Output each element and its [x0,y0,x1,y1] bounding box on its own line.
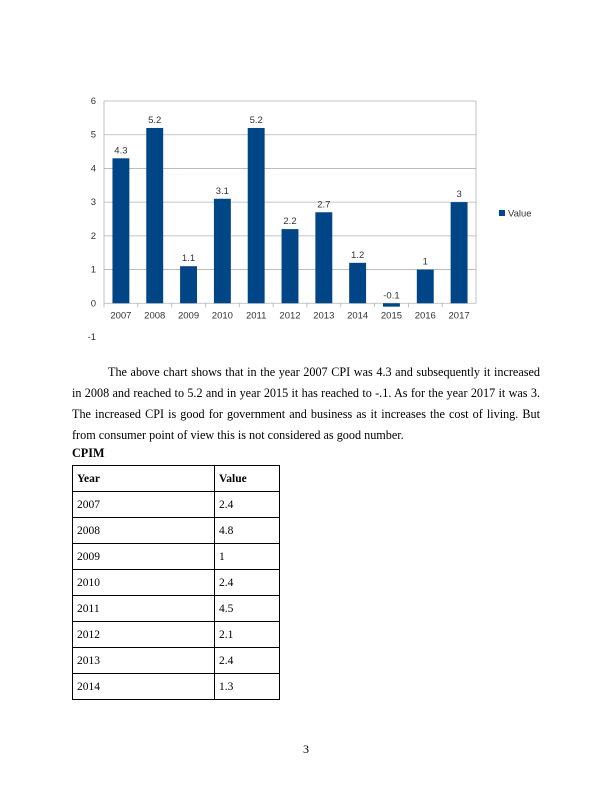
y-tick-label: 4 [90,163,96,175]
year-cell: 2008 [73,518,215,544]
data-label: 5.2 [148,114,162,126]
data-label: 5.2 [249,114,263,126]
x-tick-label: 2017 [448,310,470,322]
table-row [73,518,280,544]
chart-description-paragraph: The above chart shows that in the year 2007 CPI was 4.3 and subsequently it increased in 2008 and reached to 5.2 and in year 2015 it has reached to -.1. As for the year 2017 it was 3. The increased CPI is good for government and business as it increases the cost of living. But from consumer point of view this is not considered as good number. [72,365,540,442]
value-cell: 2.1 [215,622,280,648]
data-label: -0.1 [383,290,400,302]
table-row [73,492,280,518]
x-tick-label: 2007 [110,310,132,322]
x-tick-label: 2009 [177,310,200,322]
bar [112,158,129,303]
page-number: 3 [303,742,309,756]
x-tick-label: 2011 [245,310,267,322]
x-tick-label: 2012 [279,310,301,322]
bar [315,212,332,303]
bar [214,199,231,304]
legend-swatch [499,210,505,216]
year-cell: 2012 [73,622,215,648]
value-cell: 4.8 [215,518,280,544]
bar [248,128,265,303]
year-cell: 2009 [73,544,215,570]
data-label: 2.7 [317,199,331,211]
table-row [73,596,280,622]
x-tick-label: 2014 [347,310,369,322]
x-tick-label: 2015 [380,310,403,322]
x-tick-label: 2010 [211,310,233,322]
year-cell: 2013 [73,648,215,674]
data-label: 2.2 [283,216,297,228]
bar [451,202,468,303]
x-tick-label: 2013 [313,310,335,322]
table-row [73,622,280,648]
table-row [73,544,280,570]
year-cell: 2011 [73,596,215,622]
data-label: 3 [456,189,462,201]
x-tick-label: 2008 [144,310,166,322]
table-row [73,674,280,700]
year-cell: 2007 [73,492,215,518]
bar [180,266,197,303]
table-header-row [73,466,280,492]
y-tick-label: 6 [90,96,96,107]
table-row [73,648,280,674]
y-tick-label: 3 [90,197,96,209]
data-label: 4.3 [114,145,128,157]
value-cell: 1 [215,544,280,570]
x-tick-label: 2016 [414,310,436,322]
y-tick-label: 2 [90,230,96,242]
value-cell: 2.4 [215,492,280,518]
y-tick-label: 5 [90,129,96,141]
value-cell: 2.4 [215,648,280,674]
section-heading-cpim: CPIM [72,446,105,460]
year-cell: 2010 [73,570,215,596]
cpi-bar-chart [82,92,552,348]
table-row [73,570,280,596]
data-label: 1 [422,256,428,268]
value-cell: 4.5 [215,596,280,622]
y-tick-label: 1 [90,264,96,276]
bar [282,229,299,303]
year-cell: 2014 [73,674,215,700]
data-label: 3.1 [215,185,229,197]
table-header-cell: Value [215,466,280,492]
table-header-cell: Year [73,466,215,492]
bar [146,128,163,303]
bar [349,263,366,303]
y-tick-label: 0 [90,298,96,310]
value-cell: 2.4 [215,570,280,596]
cpim-table [72,465,280,700]
value-cell: 1.3 [215,674,280,700]
data-label: 1.2 [351,249,365,261]
y-tick-label: -1 [87,332,96,343]
legend-label: Value [508,208,532,220]
bar [383,303,400,306]
bar [417,270,434,304]
data-label: 1.1 [181,253,196,265]
